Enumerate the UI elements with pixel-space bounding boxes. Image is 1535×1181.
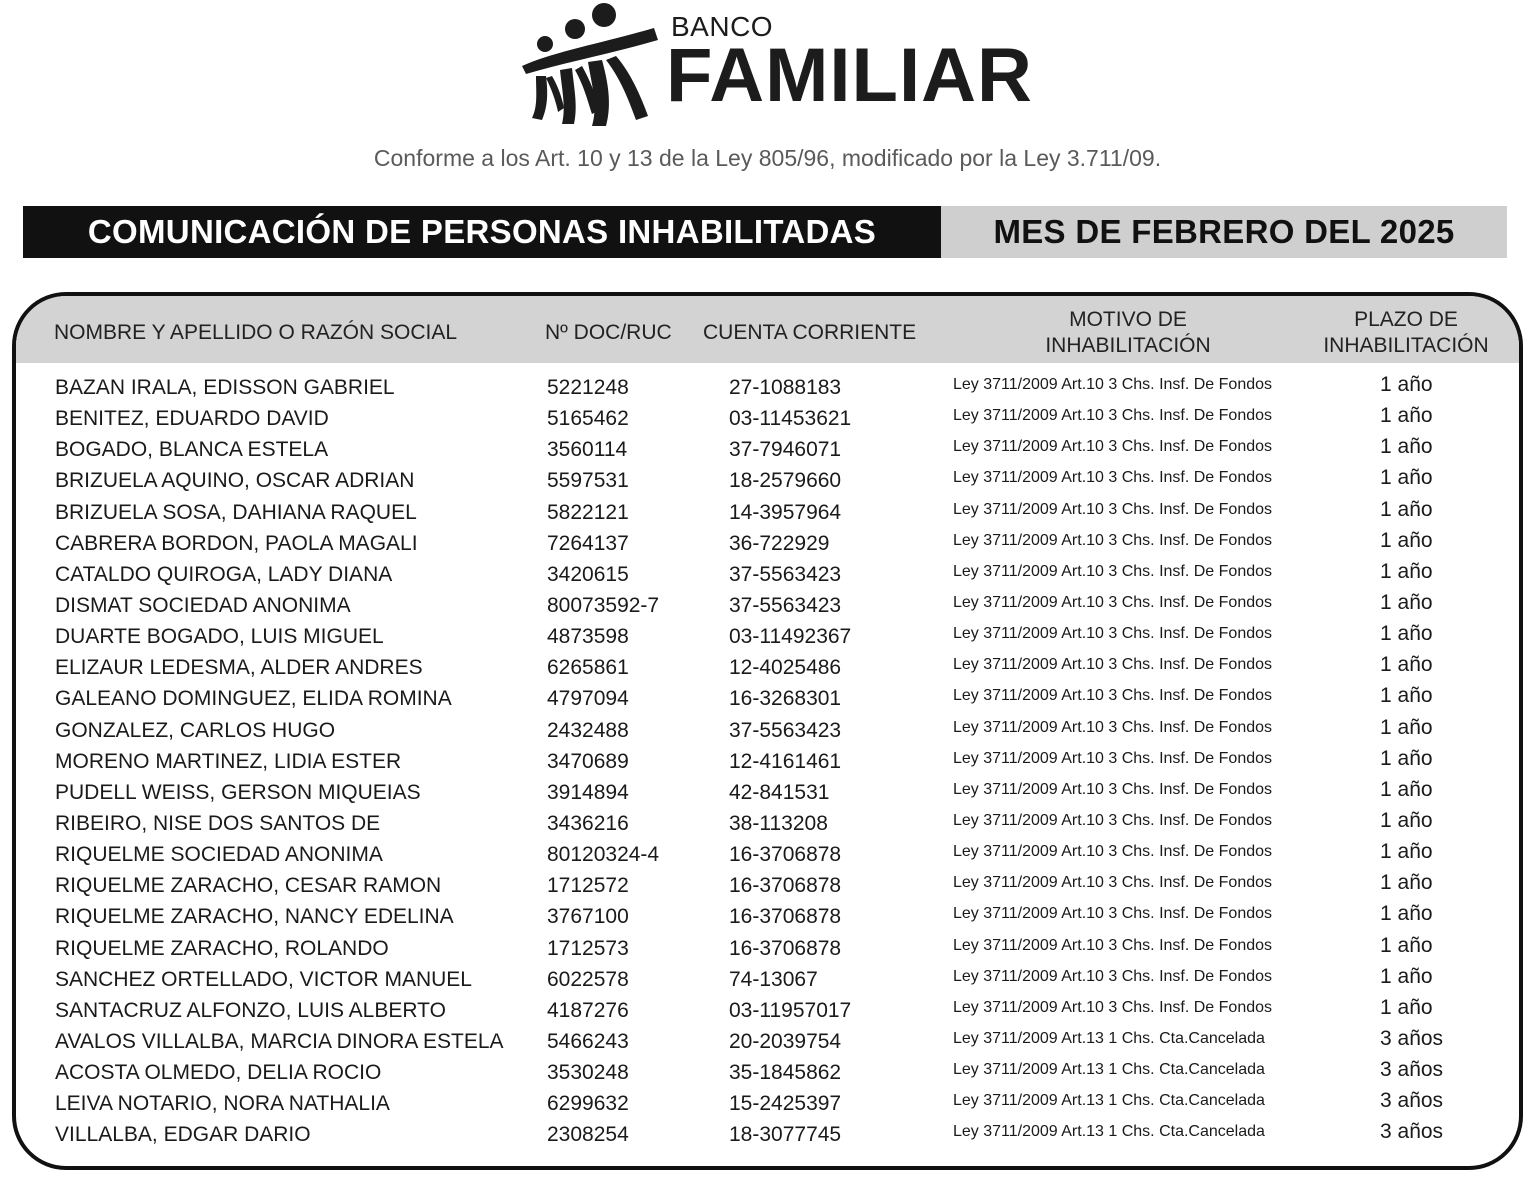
table-row <box>16 559 1519 590</box>
cell-doc: 4873598 <box>547 625 629 649</box>
cell-account: 18-3077745 <box>729 1123 842 1147</box>
table-row <box>16 901 1519 932</box>
cell-name: SANTACRUZ ALFONZO, LUIS ALBERTO <box>55 998 446 1022</box>
cell-account: 37-7946071 <box>729 438 842 462</box>
header-doc: Nº DOC/RUC <box>545 321 672 344</box>
cell-account: 18-2579660 <box>729 469 842 493</box>
cell-term: 3 años <box>1380 1089 1444 1113</box>
cell-term: 1 año <box>1380 622 1433 646</box>
cell-reason: Ley 3711/2009 Art.10 3 Chs. Insf. De Fondos <box>953 967 1273 985</box>
cell-name: RIQUELME ZARACHO, ROLANDO <box>55 936 389 960</box>
cell-account: 16-3706878 <box>729 905 842 929</box>
table-row <box>16 964 1519 995</box>
header-reason-line2: INHABILITACIÓN <box>1045 334 1211 357</box>
header-account: CUENTA CORRIENTE <box>703 321 917 344</box>
cell-name: MORENO MARTINEZ, LIDIA ESTER <box>55 749 402 773</box>
cell-term: 1 año <box>1380 746 1433 770</box>
header-term <box>1306 307 1506 359</box>
cell-name: CATALDO QUIROGA, LADY DIANA <box>55 562 393 586</box>
table-row <box>16 995 1519 1026</box>
cell-reason: Ley 3711/2009 Art.10 3 Chs. Insf. De Fondos <box>953 998 1273 1016</box>
cell-account: 12-4025486 <box>729 656 842 680</box>
cell-account: 37-5563423 <box>729 718 842 742</box>
cell-name: BOGADO, BLANCA ESTELA <box>55 438 329 462</box>
header-term-line2: INHABILITACIÓN <box>1323 334 1489 357</box>
cell-term: 1 año <box>1380 466 1433 490</box>
cell-reason: Ley 3711/2009 Art.10 3 Chs. Insf. De Fondos <box>953 469 1273 487</box>
cell-account: 27-1088183 <box>729 376 842 399</box>
cell-term: 1 año <box>1380 871 1433 895</box>
banner-period: MES DE FEBRERO DEL 2025 <box>941 206 1507 258</box>
table-row <box>16 1088 1519 1119</box>
table-row <box>16 933 1519 964</box>
cell-account: 37-5563423 <box>729 562 842 586</box>
cell-name: RIQUELME SOCIEDAD ANONIMA <box>55 843 383 867</box>
bank-logo <box>518 0 1033 135</box>
cell-reason: Ley 3711/2009 Art.10 3 Chs. Insf. De Fondos <box>953 843 1273 861</box>
logo-familiar-text: FAMILIAR <box>666 33 1033 118</box>
cell-reason: Ley 3711/2009 Art.10 3 Chs. Insf. De Fondos <box>953 811 1273 829</box>
cell-term: 1 año <box>1380 777 1433 801</box>
cell-doc: 2432488 <box>547 718 629 742</box>
banner-title: COMUNICACIÓN DE PERSONAS INHABILITADAS <box>23 206 941 258</box>
cell-doc: 5597531 <box>547 469 629 493</box>
cell-doc: 4187276 <box>547 998 629 1022</box>
cell-doc: 5221248 <box>547 376 629 399</box>
cell-account: 20-2039754 <box>729 1029 842 1053</box>
cell-name: BRIZUELA AQUINO, OSCAR ADRIAN <box>55 469 415 493</box>
cell-doc: 1712572 <box>547 874 629 898</box>
cell-doc: 6022578 <box>547 967 629 991</box>
table-row <box>16 715 1519 746</box>
cell-term: 1 año <box>1380 590 1433 614</box>
cell-term: 1 año <box>1380 373 1433 396</box>
cell-reason: Ley 3711/2009 Art.10 3 Chs. Insf. De Fondos <box>953 438 1273 456</box>
cell-term: 1 año <box>1380 404 1433 428</box>
cell-term: 1 año <box>1380 497 1433 521</box>
table-row <box>16 403 1519 434</box>
cell-name: RIQUELME ZARACHO, CESAR RAMON <box>55 874 442 898</box>
cell-doc: 5466243 <box>547 1029 629 1053</box>
table-row <box>16 465 1519 496</box>
cell-reason: Ley 3711/2009 Art.10 3 Chs. Insf. De Fondos <box>953 687 1273 705</box>
cell-account: 03-11492367 <box>729 625 852 649</box>
cell-doc: 3470689 <box>547 749 629 773</box>
cell-reason: Ley 3711/2009 Art.10 3 Chs. Insf. De Fondos <box>953 625 1273 643</box>
cell-name: BRIZUELA SOSA, DAHIANA RAQUEL <box>55 500 417 524</box>
cell-doc: 6299632 <box>547 1092 629 1116</box>
cell-term: 3 años <box>1380 1120 1444 1144</box>
table-row <box>16 1057 1519 1088</box>
cell-term: 1 año <box>1380 435 1433 459</box>
family-logo-icon <box>518 0 658 130</box>
table-row <box>16 870 1519 901</box>
cell-account: 35-1845862 <box>729 1061 842 1085</box>
cell-term: 1 año <box>1380 528 1433 552</box>
cell-name: ELIZAUR LEDESMA, ALDER ANDRES <box>55 656 423 680</box>
cell-reason: Ley 3711/2009 Art.10 3 Chs. Insf. De Fondos <box>953 656 1273 674</box>
cell-term: 1 año <box>1380 840 1433 864</box>
cell-doc: 80073592-7 <box>547 593 660 617</box>
cell-account: 16-3268301 <box>729 687 842 711</box>
header-term-line1: PLAZO DE <box>1354 308 1458 331</box>
cell-reason: Ley 3711/2009 Art.10 3 Chs. Insf. De Fondos <box>953 562 1273 580</box>
cell-term: 1 año <box>1380 715 1433 739</box>
cell-doc: 3530248 <box>547 1061 629 1085</box>
logo-banco-text: BANCO <box>671 11 774 42</box>
table-row <box>16 777 1519 808</box>
cell-doc: 1712573 <box>547 936 629 960</box>
cell-name: DUARTE BOGADO, LUIS MIGUEL <box>55 625 384 649</box>
cell-reason: Ley 3711/2009 Art.10 3 Chs. Insf. De Fondos <box>953 905 1273 923</box>
cell-name: PUDELL WEISS, GERSON MIQUEIAS <box>55 780 421 804</box>
cell-name: CABRERA BORDON, PAOLA MAGALI <box>55 531 418 555</box>
table-row <box>16 746 1519 777</box>
cell-doc: 4797094 <box>547 687 629 711</box>
table-row <box>16 652 1519 683</box>
cell-term: 1 año <box>1380 995 1433 1019</box>
cell-account: 16-3706878 <box>729 874 842 898</box>
cell-reason: Ley 3711/2009 Art.13 1 Chs. Cta.Cancelada <box>953 1029 1265 1047</box>
cell-doc: 3560114 <box>547 438 628 462</box>
cell-name: SANCHEZ ORTELLADO, VICTOR MANUEL <box>55 967 472 991</box>
table-row <box>16 621 1519 652</box>
table-row <box>16 839 1519 870</box>
table-row <box>16 683 1519 714</box>
cell-term: 1 año <box>1380 964 1433 988</box>
cell-reason: Ley 3711/2009 Art.10 3 Chs. Insf. De Fondos <box>953 376 1273 393</box>
cell-doc: 3436216 <box>547 811 629 835</box>
table-row <box>16 528 1519 559</box>
table-header <box>16 296 1519 363</box>
cell-reason: Ley 3711/2009 Art.10 3 Chs. Insf. De Fondos <box>953 500 1273 518</box>
cell-name: RIQUELME ZARACHO, NANCY EDELINA <box>55 905 454 929</box>
cell-name: BAZAN IRALA, EDISSON GABRIEL <box>55 376 395 399</box>
cell-name: GALEANO DOMINGUEZ, ELIDA ROMINA <box>55 687 452 711</box>
table-row <box>16 590 1519 621</box>
cell-account: 16-3706878 <box>729 843 842 867</box>
table-row <box>16 808 1519 839</box>
cell-doc: 7264137 <box>547 531 629 555</box>
table-body <box>16 372 1519 1151</box>
header-reason <box>1018 307 1238 359</box>
cell-account: 03-11453621 <box>729 407 852 431</box>
cell-doc: 3767100 <box>547 905 629 929</box>
cell-doc: 3420615 <box>547 562 629 586</box>
table-row <box>16 434 1519 465</box>
cell-reason: Ley 3711/2009 Art.10 3 Chs. Insf. De Fondos <box>953 531 1273 549</box>
cell-name: VILLALBA, EDGAR DARIO <box>55 1123 311 1147</box>
table-row <box>16 372 1519 403</box>
cell-term: 1 año <box>1380 902 1433 926</box>
cell-term: 3 años <box>1380 1058 1444 1082</box>
cell-term: 1 año <box>1380 808 1433 832</box>
cell-doc: 80120324-4 <box>547 843 660 867</box>
cell-doc: 5822121 <box>547 500 629 524</box>
table-row <box>16 1026 1519 1057</box>
header-name: NOMBRE Y APELLIDO O RAZÓN SOCIAL <box>54 321 458 344</box>
cell-name: GONZALEZ, CARLOS HUGO <box>55 718 336 742</box>
cell-name: DISMAT SOCIEDAD ANONIMA <box>55 593 351 617</box>
cell-account: 15-2425397 <box>729 1092 842 1116</box>
cell-account: 42-841531 <box>729 780 830 804</box>
cell-account: 12-4161461 <box>729 749 842 773</box>
cell-account: 16-3706878 <box>729 936 842 960</box>
cell-term: 1 año <box>1380 653 1433 677</box>
inhabilitados-table <box>12 292 1523 1170</box>
cell-name: RIBEIRO, NISE DOS SANTOS DE <box>55 811 381 835</box>
cell-account: 03-11957017 <box>729 998 852 1022</box>
cell-reason: Ley 3711/2009 Art.10 3 Chs. Insf. De Fondos <box>953 593 1273 611</box>
cell-reason: Ley 3711/2009 Art.10 3 Chs. Insf. De Fondos <box>953 874 1273 892</box>
cell-term: 1 año <box>1380 933 1433 957</box>
header-reason-line1: MOTIVO DE <box>1069 308 1187 331</box>
cell-term: 3 años <box>1380 1026 1444 1050</box>
cell-reason: Ley 3711/2009 Art.13 1 Chs. Cta.Cancelada <box>953 1061 1265 1079</box>
cell-reason: Ley 3711/2009 Art.13 1 Chs. Cta.Cancelada <box>953 1092 1265 1110</box>
cell-reason: Ley 3711/2009 Art.13 1 Chs. Cta.Cancelada <box>953 1123 1265 1141</box>
cell-name: AVALOS VILLALBA, MARCIA DINORA ESTELA <box>55 1029 504 1053</box>
cell-reason: Ley 3711/2009 Art.10 3 Chs. Insf. De Fondos <box>953 780 1273 798</box>
table-row <box>16 1119 1519 1150</box>
cell-doc: 6265861 <box>547 656 629 680</box>
cell-name: ACOSTA OLMEDO, DELIA ROCIO <box>55 1061 382 1085</box>
cell-account: 38-113208 <box>729 811 828 835</box>
cell-term: 1 año <box>1380 559 1433 583</box>
cell-account: 36-722929 <box>729 531 830 555</box>
cell-reason: Ley 3711/2009 Art.10 3 Chs. Insf. De Fondos <box>953 718 1273 736</box>
cell-account: 74-13067 <box>729 967 818 991</box>
cell-name: LEIVA NOTARIO, NORA NATHALIA <box>55 1092 390 1116</box>
legal-note: Conforme a los Art. 10 y 13 de la Ley 805/96, modificado por la Ley 3.711/09. <box>373 145 1162 171</box>
cell-reason: Ley 3711/2009 Art.10 3 Chs. Insf. De Fondos <box>953 407 1273 425</box>
cell-account: 14-3957964 <box>729 500 842 524</box>
cell-doc: 5165462 <box>547 407 629 431</box>
cell-doc: 3914894 <box>547 780 629 804</box>
cell-account: 37-5563423 <box>729 593 842 617</box>
cell-name: BENITEZ, EDUARDO DAVID <box>55 407 329 431</box>
cell-doc: 2308254 <box>547 1123 629 1147</box>
cell-reason: Ley 3711/2009 Art.10 3 Chs. Insf. De Fondos <box>953 936 1273 954</box>
cell-reason: Ley 3711/2009 Art.10 3 Chs. Insf. De Fondos <box>953 749 1273 767</box>
table-row <box>16 497 1519 528</box>
cell-term: 1 año <box>1380 684 1433 708</box>
